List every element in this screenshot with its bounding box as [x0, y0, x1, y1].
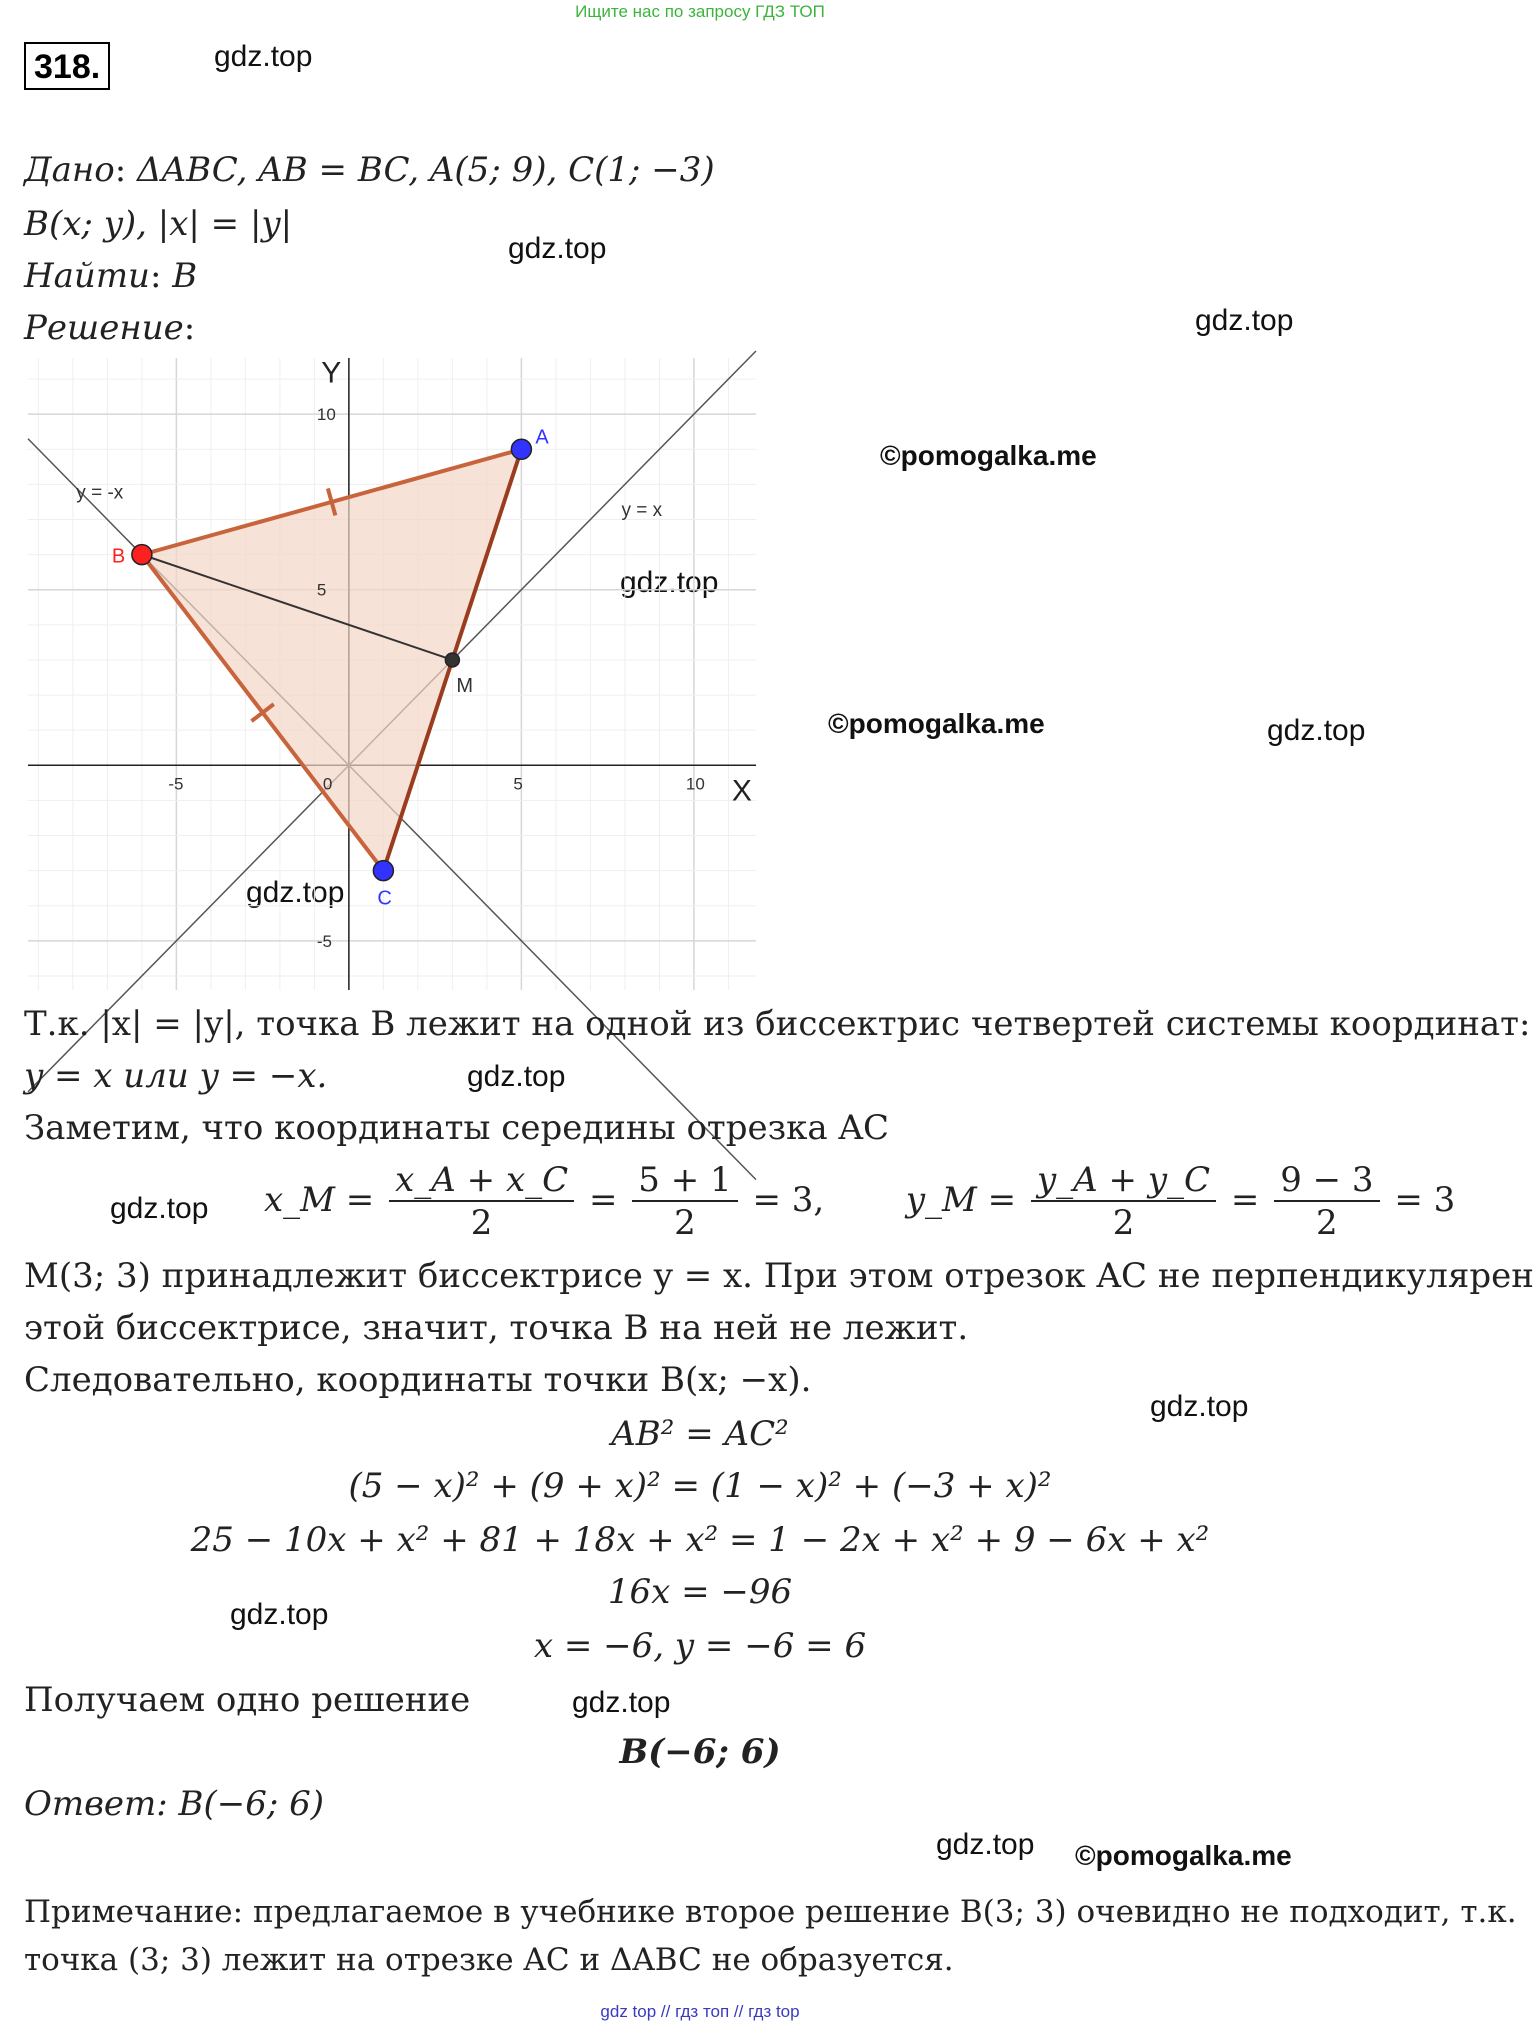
xm-lhs: x_M = — [264, 1180, 375, 1220]
watermark-gdz: gdz.top — [230, 1598, 329, 1631]
ym-result: = 3 — [1394, 1180, 1456, 1220]
solution-label: Решение — [24, 308, 184, 348]
problem-number: 318. — [24, 42, 110, 90]
solution-p2: Заметим, что координаты середины отрезка AC — [24, 1108, 890, 1148]
ym-frac-2 — [1274, 1160, 1379, 1244]
ym-frac-1-num: y_A + y_C — [1031, 1160, 1216, 1202]
xm-result: = 3, — [752, 1180, 825, 1220]
x-axis-label: X — [731, 774, 752, 808]
xm-frac-1-den: 2 — [470, 1203, 493, 1243]
solution-p6: Получаем одно решение — [24, 1680, 471, 1720]
bisector-label: y = x — [621, 500, 663, 521]
watermark-gdz: gdz.top — [246, 876, 345, 909]
solution-label-line: Решение: — [24, 308, 196, 348]
xm-frac-1-num: x_A + x_C — [389, 1160, 574, 1202]
x-tick-label: -5 — [168, 774, 184, 794]
x-tick-label: 0 — [322, 774, 333, 794]
find-value: B — [172, 256, 198, 296]
watermark-gdz: gdz.top — [110, 1192, 209, 1225]
solution-p4: этой биссектрисе, значит, точка B на ней не лежит. — [24, 1308, 969, 1348]
midpoint-formulas: x_M = $\frac{x\_A + x\_C}{2}$ = $\frac{5 + 1}{2}$ = 3, y_M = $\frac{y\_A + y\_C}{2}$ = $\frac{9 - 3}{2}$ = 3 — [264, 1160, 1456, 1243]
coordinate-chart — [28, 358, 756, 990]
ym-frac-2-den: 2 — [1316, 1203, 1338, 1243]
y-tick-label: -5 — [316, 931, 332, 951]
find-line: Найти: B — [24, 256, 198, 296]
note-line-2: точка (3; 3) лежит на отрезке AC и ΔABC не образуется. — [24, 1942, 954, 1978]
footer: gdz top // гдз топ // гдз top — [600, 2002, 800, 2021]
point-B — [132, 545, 152, 565]
point-label-A: A — [535, 426, 549, 449]
equation-1: AB² = AC² — [611, 1414, 789, 1454]
xm-frac-2 — [632, 1160, 737, 1244]
point-C — [373, 861, 393, 881]
watermark-pomogalka: ©pomogalka.me — [880, 440, 1097, 471]
given-label: Дано — [24, 150, 115, 190]
watermark-gdz: gdz.top — [508, 232, 607, 265]
solution-p1a: Т.к. |x| = |y|, точка B лежит на одной из биссектрис четвертей системы координат: — [24, 1004, 1531, 1044]
xm-frac-1 — [389, 1160, 574, 1244]
solution-p5: Следовательно, координаты точки B(x; −x). — [24, 1360, 812, 1400]
watermark-pomogalka: ©pomogalka.me — [1075, 1840, 1292, 1871]
watermark-gdz: gdz.top — [214, 40, 313, 73]
equation-5: x = −6, y = −6 = 6 — [533, 1626, 867, 1666]
equation-2: (5 − x)² + (9 + x)² = (1 − x)² + (−3 + x)² — [348, 1466, 1052, 1506]
watermark-gdz: gdz.top — [1267, 714, 1366, 747]
given-line-1: Дано: ΔABC, AB = BC, A(5; 9), C(1; −3) — [24, 150, 715, 190]
answer-label: Ответ: — [24, 1784, 168, 1824]
watermark-pomogalka: ©pomogalka.me — [828, 708, 1045, 739]
xm-frac-2-num: 5 + 1 — [632, 1160, 737, 1202]
ym-frac-1-den: 2 — [1112, 1203, 1135, 1243]
watermark-gdz: gdz.top — [467, 1060, 566, 1093]
ym-frac-2-num: 9 − 3 — [1274, 1160, 1379, 1202]
given-line-2: B(x; y), |x| = |y| — [24, 204, 293, 244]
y-tick-label: 5 — [316, 580, 327, 600]
given-values: ΔABC, AB = BC, A(5; 9), C(1; −3) — [137, 150, 715, 190]
point-label-B: B — [111, 545, 126, 568]
ym-frac-1 — [1031, 1160, 1216, 1244]
top-banner: Ищите нас по запросу ГДЗ ТОП — [575, 2, 825, 21]
xm-frac-2-den: 2 — [674, 1203, 696, 1243]
answer-value: B(−6; 6) — [178, 1784, 325, 1824]
note-line-1: Примечание: предлагаемое в учебнике второе решение B(3; 3) очевидно не подходит, т.к. — [24, 1894, 1517, 1930]
find-label: Найти — [24, 256, 150, 296]
watermark-gdz: gdz.top — [620, 566, 719, 599]
solution-p3: M(3; 3) принадлежит биссектрисе y = x. При этом отрезок AC не перпендикулярен — [24, 1256, 1534, 1296]
point-label-M: M — [456, 674, 474, 697]
point-A — [511, 439, 531, 459]
watermark-gdz: gdz.top — [1150, 1390, 1249, 1423]
x-tick-label: 10 — [685, 774, 705, 794]
x-tick-label: 5 — [513, 774, 523, 794]
equation-4: 16x = −96 — [607, 1572, 793, 1612]
equation-3: 25 − 10x + x² + 81 + 18x + x² = 1 − 2x + x² + 9 − 6x + x² — [190, 1520, 1210, 1560]
y-axis-label: Y — [321, 356, 342, 390]
watermark-gdz: gdz.top — [572, 1686, 671, 1719]
solution-p1b: y = x или y = −x. — [24, 1056, 328, 1096]
bisector-label: y = -x — [76, 482, 124, 504]
watermark-gdz: gdz.top — [1195, 304, 1294, 337]
watermark-gdz: gdz.top — [936, 1828, 1035, 1861]
point-label-C: C — [377, 887, 392, 910]
point-M — [445, 653, 459, 667]
answer-line — [24, 1784, 324, 1824]
y-tick-label: 10 — [316, 405, 336, 425]
ym-lhs: y_M = — [905, 1180, 1017, 1220]
result: B(−6; 6) — [619, 1732, 781, 1772]
